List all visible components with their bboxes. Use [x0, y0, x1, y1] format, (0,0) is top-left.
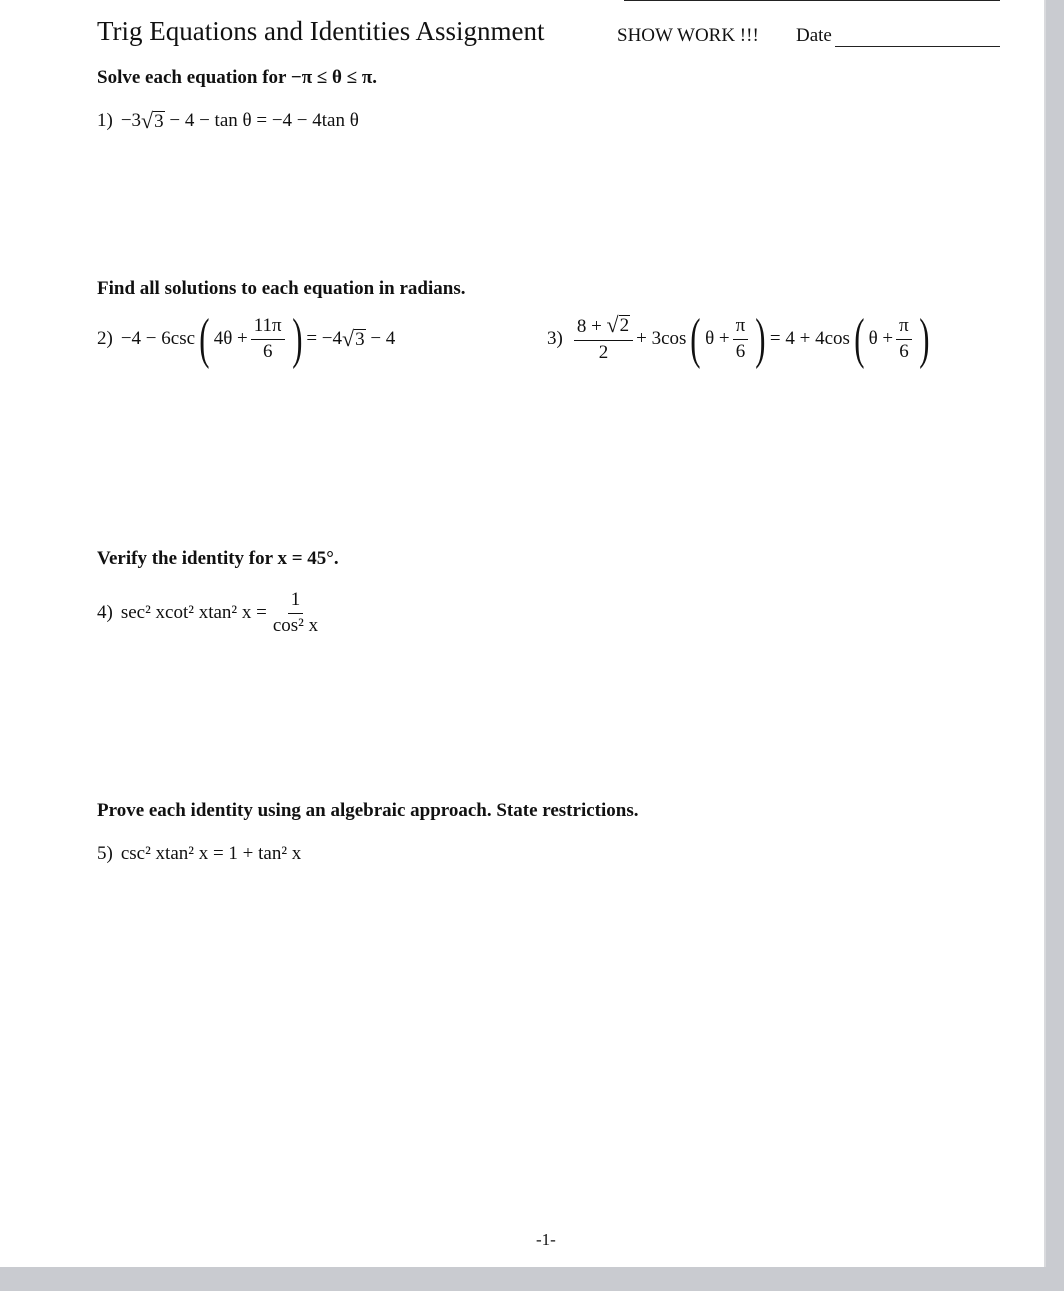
date-line [835, 46, 1000, 47]
page-title: Trig Equations and Identities Assignment [97, 16, 545, 46]
sqrt: √ 3 [342, 326, 365, 352]
problem-2-inner: 4θ + [213, 328, 248, 350]
page-edge [1044, 0, 1046, 1267]
problem-5 [97, 843, 301, 865]
instruction-solve: Solve each equation for −π ≤ θ ≤ π. [97, 67, 378, 88]
problem-2-eq: = −4 [306, 328, 342, 350]
problem-2-prefix: −4 − 6csc [120, 328, 196, 350]
left-paren: ( [854, 308, 865, 370]
problem-5-expr: csc² xtan² x = 1 + tan² x [120, 843, 302, 864]
fraction: $\frac{1}{\text{cos² x}}$ [272, 589, 319, 636]
problem-1-rest: − 4 − tan θ = −4 − 4tan θ [164, 110, 359, 131]
right-paren: ) [291, 308, 303, 370]
problem-4-lhs: sec² xcot² xtan² x = [120, 602, 267, 624]
problem-2-rest: − 4 [365, 328, 396, 350]
problem-3 [547, 308, 933, 370]
fraction: $\frac{\pi}{6}$ [733, 316, 749, 363]
problem-3-label: 3) [547, 328, 563, 350]
fraction: $\frac{11\pi}{6}$ [251, 316, 285, 363]
problem-3-eq: = 4 + 4cos [769, 328, 850, 350]
problem-1 [97, 110, 359, 132]
problem-3-inner-2: θ + [868, 328, 894, 350]
date-label: Date [796, 25, 832, 46]
fraction: 8 + √ 2 2 [574, 314, 633, 364]
problem-4-label: 4) [97, 602, 113, 624]
left-paren: ( [690, 308, 701, 370]
problem-2-label: 2) [97, 328, 113, 350]
problem-1-label: 1) [97, 110, 113, 131]
right-paren: ) [755, 308, 766, 370]
sqrt: √ 3 [141, 108, 164, 133]
show-work-note: SHOW WORK !!! [617, 25, 759, 46]
instruction-verify: Verify the identity for x = 45°. [97, 548, 339, 569]
instruction-prove: Prove each identity using an algebraic approach. State restrictions. [97, 800, 639, 821]
problem-4 [97, 590, 324, 637]
top-rule [624, 0, 1000, 1]
problem-2 [97, 308, 396, 370]
problem-3-inner: θ + [705, 328, 730, 350]
page-number: -1- [536, 1230, 556, 1249]
problem-3-mid: + 3cos [636, 328, 687, 350]
problem-5-label: 5) [97, 843, 113, 864]
right-paren: ) [918, 308, 930, 370]
fraction: $\frac{\pi}{6}$ [896, 316, 912, 363]
left-paren: ( [199, 308, 210, 370]
instruction-radians: Find all solutions to each equation in radians. [97, 278, 466, 299]
problem-1-coef: −3 [120, 110, 142, 131]
